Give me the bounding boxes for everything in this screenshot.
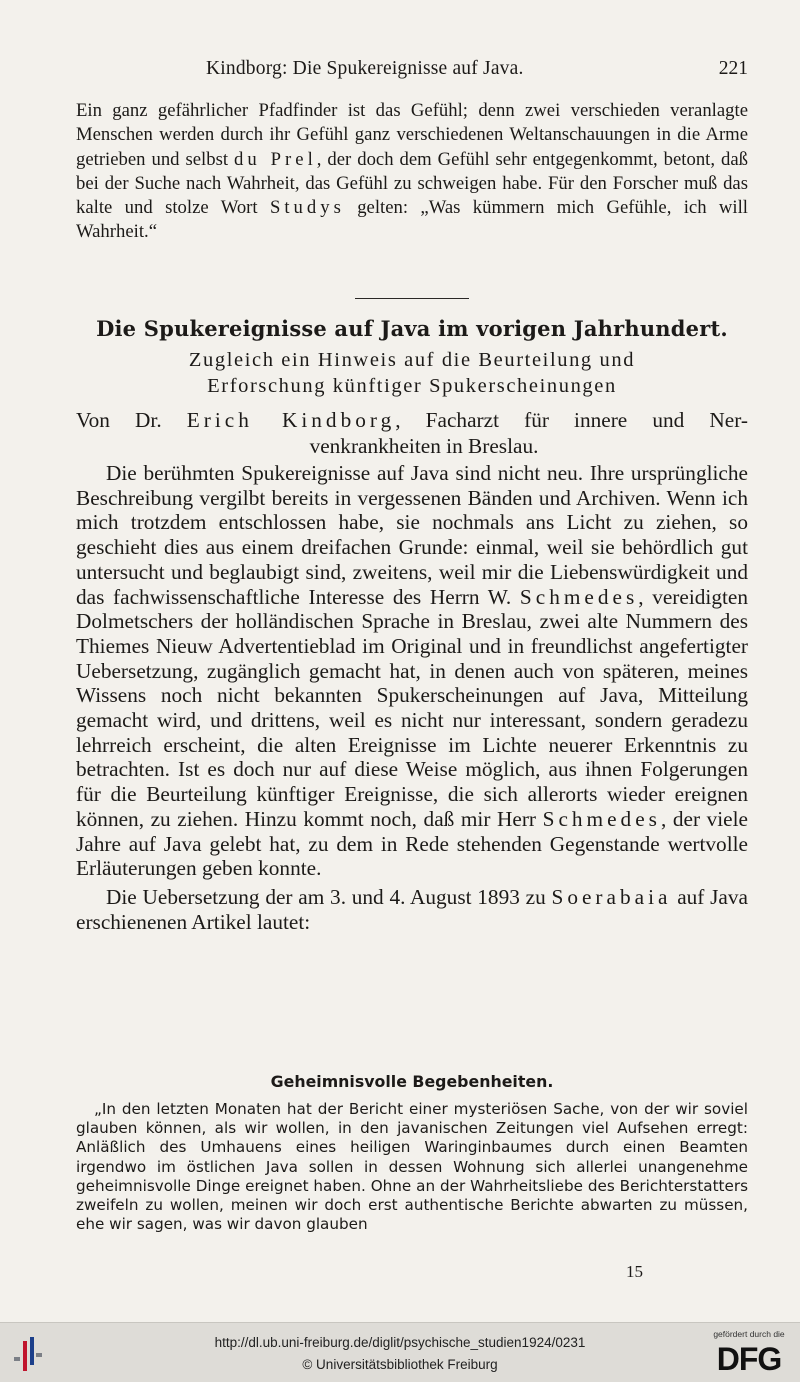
- dfg-logo[interactable]: DFG: [716, 1341, 782, 1377]
- byline-line-1: [76, 407, 748, 433]
- intro-paragraph: [76, 99, 748, 245]
- byline-suffix: , Facharzt für innere und Ner-: [395, 408, 748, 432]
- article-title: Die Spukereignisse auf Java im vorigen Jahrhundert.: [96, 316, 728, 341]
- quote-block: [76, 1100, 748, 1234]
- dfg-caption: gefördert durch die: [713, 1329, 785, 1339]
- byline: [76, 407, 748, 459]
- p2-text-b: auf Java erschienenen Artikel lautet:: [76, 884, 748, 934]
- viewer-footer: [0, 1322, 800, 1382]
- intro-text: Ein ganz gefährlicher Pfadfinder ist das Gefühl; denn zwei verschieden veranlagte Menschen werden durch ihr Gefühl ganz verschiedenen Weltanschauungen in die Arme getrieben und selbst: [76, 100, 748, 170]
- quote-headline: Geheimnisvolle Begebenheiten.: [270, 1072, 554, 1091]
- subtitle-line-1: Zugleich ein Hinweis auf die Beurteilung und: [188, 349, 636, 371]
- running-title: Kindborg: Die Spukereignisse auf Java.: [206, 58, 524, 79]
- p1-text-c: , der viele Jahre auf Java gelebt hat, zu dem in Rede stehenden Gegenstande wertvolle Erläuterungen geben konnte.: [76, 806, 748, 881]
- article-subtitle: [76, 347, 748, 399]
- body-paragraph-1: [76, 461, 748, 881]
- intro-name-2: Studys: [269, 197, 345, 219]
- p2-text-a: Die Uebersetzung der am 3. und 4. August 1893 zu: [106, 884, 552, 909]
- intro-text-2: , der doch dem Gefühl sehr entgegenkommt, betont, daß bei der Suche nach Wahrheit, das Gefühl zu schweigen habe. Für den Forscher muß das kalte und stolze Wort: [76, 148, 748, 219]
- page-number: 221: [718, 58, 748, 79]
- intro-text-3: gelten: „Was kümmern mich Gefühle, ich will Wahrheit.“: [76, 197, 748, 243]
- byline-line-2: venkrankheiten in Breslau.: [309, 434, 539, 458]
- byline-prefix: Von Dr.: [76, 408, 187, 432]
- author-name: Erich Kindborg: [186, 408, 396, 432]
- footer-url-link[interactable]: http://dl.ub.uni-freiburg.de/diglit/psychische_studien1924/0231: [214, 1335, 586, 1350]
- section-divider: [355, 298, 469, 299]
- body-paragraph-2: [76, 885, 748, 934]
- p1-name: Schmedes: [519, 584, 639, 609]
- running-head: [76, 58, 748, 92]
- p1-text-a: Die berühmten Spukereignisse auf Java sind nicht neu. Ihre ursprüngliche Beschreibung vergilbt bereits in vergessenen Bänden und Archiven. Wenn ich mich trotzdem entschlossen habe, sie nochmals ans Licht zu ziehen, so geschieht dies aus einem dreifachen Grunde: einmal, weil sie behördlich gut untersucht und beglaubigt sind, zweitens, weil mir die Liebenswürdigkeit und das fachwissenschaftliche Interesse des Herrn W.: [76, 461, 748, 609]
- intro-name: du Prel: [234, 148, 317, 170]
- body-text: [76, 461, 748, 934]
- subtitle-line-2: Erforschung künftiger Spukerscheinungen: [207, 375, 617, 397]
- p2-place: Soerabaia: [551, 884, 672, 909]
- p1-name-2: Schmedes: [542, 806, 661, 831]
- signature-mark: 15: [626, 1262, 643, 1281]
- quote-text: „In den letzten Monaten hat der Bericht einer mysteriösen Sache, von der wir soviel glauben können, als wir wollen, in den javanischen Zeitungen viel Aufsehen erregt: Anläßlich des Umhauens eines heiligen Waringinbaumes durch einen Beamten irgendwo im östlichen Java sollen in dessen Wohnung sich allerlei unangenehme geheimnisvolle Dinge ereignet haben. Ohne an der Wahrheitsliebe des Berichterstatters zweifeln zu wollen, meinen wir doch erst authentische Berichte abwarten zu müssen, ehe wir sagen, was wir davon glauben: [76, 1100, 748, 1234]
- footer-copyright: © Universitätsbibliothek Freiburg: [302, 1357, 498, 1372]
- p1-text-b: , vereidigten Dolmetschers der holländischen Sprache in Breslau, zwei alte Nummern des Thiemes Nieuw Advertentieblad im Original und in freundlichst angefertigter Uebersetzung, zugänglich gemacht hat, in denen auch von späteren, meines Wissens noch nicht bekannten Spukerscheinungen auf Java, Mitteilung gemacht wird, und drittens, weil es nicht nur interessant, sondern geradezu lehrreich erscheint, die alten Ereignisse im Lichte neuerer Erkenntnis zu betrachten. Ist es doch nur auf diese Weise möglich, aus ihnen Folgerungen für die Beurteilung künftiger Ereignisse, die sich allerorts wieder ereignen können, zu ziehen. Hinzu kommt noch, daß mir Herr: [76, 584, 749, 831]
